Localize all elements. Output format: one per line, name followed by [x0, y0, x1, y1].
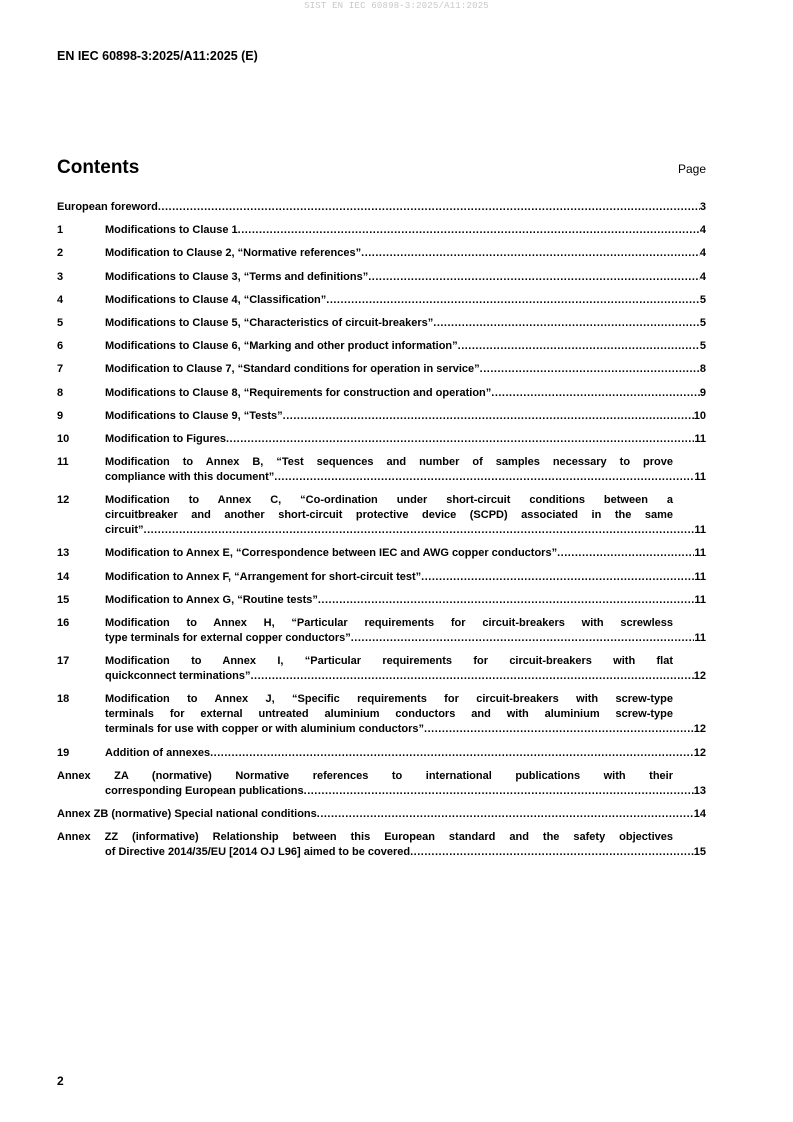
toc-entry[interactable] [57, 570, 706, 585]
toc-entry-number: 16 [57, 617, 70, 629]
toc-entry[interactable] [57, 316, 706, 331]
toc-entry-title-line: Modifications to Clause 3, “Terms and definitions” [105, 270, 369, 283]
toc-entry-number: 1 [57, 224, 64, 237]
page-number: 2 [57, 1074, 64, 1088]
toc-entry-title-line: Modifications to Clause 9, “Tests” [105, 409, 283, 422]
dot-leader [424, 722, 694, 737]
toc-entry-page: 5 [699, 293, 706, 306]
toc-entry-page: 11 [694, 432, 706, 445]
toc-entry-page: 11 [694, 471, 706, 484]
toc-entry-page: 3 [699, 201, 706, 213]
contents-heading: Contents [57, 157, 140, 178]
toc-entry-title-line: Modifications to Clause 4, “Classification” [105, 293, 327, 306]
toc-entry-page: 9 [699, 386, 706, 399]
toc-entry-title-line: Modification to Annex J, “Specific requirements for circuit-breakers with screw-type [105, 693, 673, 706]
toc-entry-page: 12 [693, 723, 706, 736]
toc-entry[interactable] [57, 409, 706, 424]
dot-leader [210, 746, 694, 761]
toc-entry-title-line: Modification to Annex E, “Correspondence between IEC and AWG copper conductors” [105, 547, 558, 560]
toc-entry-number: 8 [57, 386, 64, 399]
dot-leader [368, 270, 700, 285]
toc-entry-page: 8 [699, 363, 706, 376]
toc-entry-page: 11 [694, 593, 706, 606]
dot-leader [421, 570, 694, 585]
toc-entry-title-line: Modification to Annex I, “Particular requirements for circuit-breakers with flat [105, 655, 673, 668]
toc-entry-number: 14 [57, 570, 70, 583]
toc-entry[interactable] [57, 593, 706, 608]
toc-entry-title-line: Annex ZA (normative) Normative references to international publications with their [57, 769, 673, 782]
toc-entry-title-line: Modification to Annex G, “Routine tests” [105, 593, 318, 606]
toc-entry-title-line: Annex ZZ (informative) Relationship between this European standard and the safety objectives [57, 831, 673, 844]
dot-leader [318, 593, 694, 608]
dot-leader [458, 339, 700, 354]
toc-entry-title-line: Modification to Clause 7, “Standard conditions for operation in service” [105, 363, 480, 376]
toc-entry-number: 4 [57, 293, 64, 306]
toc-entry[interactable] [57, 293, 706, 308]
toc-entry[interactable] [57, 223, 706, 238]
dot-leader [433, 316, 700, 331]
toc-entry-number: 7 [57, 363, 64, 376]
dot-leader [491, 386, 700, 401]
toc-entry[interactable] [57, 362, 706, 377]
dot-leader [480, 362, 700, 377]
toc-entry-page: 4 [699, 270, 706, 283]
toc-entry-page: 11 [694, 632, 706, 644]
dot-leader [144, 523, 695, 538]
dot-leader [317, 807, 694, 822]
dot-leader [351, 631, 695, 646]
toc-entry-number: 3 [57, 270, 64, 283]
toc-entry[interactable] [57, 246, 706, 261]
toc-entry-page: 14 [693, 807, 706, 820]
toc-entry-page: 5 [699, 340, 706, 353]
dot-leader [226, 432, 694, 447]
dot-leader [304, 784, 694, 799]
toc-entry-title-line: compliance with this document” [105, 471, 275, 484]
toc-entry-number: 12 [57, 494, 70, 507]
dot-leader [410, 845, 694, 860]
toc-entry[interactable] [57, 270, 706, 285]
dot-leader [283, 409, 694, 424]
dot-leader [274, 470, 694, 485]
table-of-contents [57, 200, 706, 868]
toc-entry-number: 17 [57, 655, 70, 668]
page-column-label: Page [677, 162, 706, 176]
toc-entry[interactable] [57, 339, 706, 354]
toc-entry-page: 11 [694, 547, 706, 560]
toc-entry-title-line: terminals for external untreated aluminium conductors and with aluminium screw-type [105, 708, 673, 721]
toc-entry-page: 4 [699, 247, 706, 260]
toc-entry-title-line: Modifications to Clause 1 [105, 224, 238, 237]
toc-entry[interactable] [57, 654, 706, 684]
toc-entry-title-line: Modification to Clause 2, “Normative references” [105, 247, 362, 260]
toc-entry-number: 19 [57, 746, 70, 759]
toc-entry[interactable] [57, 455, 706, 485]
dot-leader [557, 546, 694, 561]
toc-entry-title-line: European foreword [57, 201, 158, 213]
toc-entry-page: 15 [693, 846, 706, 859]
toc-entry-number: 15 [57, 593, 70, 606]
document-id: EN IEC 60898-3:2025/A11:2025 (E) [57, 49, 258, 63]
toc-entry-number: 13 [57, 547, 70, 560]
toc-entry-title-line: Addition of annexes [105, 746, 211, 759]
toc-entry-title-line: type terminals for external copper conductors” [105, 632, 351, 644]
toc-entry-number: 11 [57, 456, 69, 469]
toc-entry-page: 11 [694, 524, 706, 537]
toc-entry-title-line: circuitbreaker and another short-circuit protective device (SCPD) associated in the same [105, 509, 673, 522]
toc-entry-page: 4 [699, 224, 706, 237]
toc-entry-title-line: corresponding European publications [105, 784, 304, 797]
dot-leader [238, 223, 700, 238]
toc-entry-title-line: of Directive 2014/35/EU [2014 OJ L96] aimed to be covered [105, 846, 411, 859]
toc-entry-page: 13 [693, 784, 706, 797]
watermark: SIST EN IEC 60898-3:2025/A11:2025 [304, 1, 489, 11]
toc-entry[interactable] [57, 616, 706, 646]
toc-entry-title-line: circuit” [105, 524, 144, 537]
toc-entry[interactable] [57, 546, 706, 561]
toc-entry-title-line: Modification to Figures [105, 432, 226, 445]
toc-entry[interactable] [57, 493, 706, 538]
dot-leader [158, 200, 700, 215]
toc-entry-page: 12 [693, 746, 706, 759]
toc-entry-number: 2 [57, 247, 64, 260]
toc-entry-title-line: terminals for use with copper or with aluminium conductors” [105, 723, 425, 736]
toc-entry-page: 5 [699, 316, 706, 329]
toc-entry-number: 10 [57, 432, 70, 445]
toc-entry-page: 12 [693, 670, 706, 683]
toc-entry-number: 5 [57, 316, 64, 329]
toc-entry[interactable] [57, 692, 706, 737]
toc-entry-page: 11 [694, 570, 706, 583]
toc-entry[interactable] [57, 807, 706, 822]
toc-entry-title-line: Modification to Annex H, “Particular requirements for circuit-breakers with screwless [105, 617, 673, 629]
dot-leader [326, 293, 700, 308]
toc-entry[interactable] [57, 769, 706, 799]
toc-entry-page: 10 [693, 409, 706, 422]
toc-entry-title-line: quickconnect terminations” [105, 670, 251, 683]
toc-entry-title-line: Modifications to Clause 5, “Characteristics of circuit-breakers” [105, 316, 434, 329]
toc-entry[interactable] [57, 432, 706, 447]
dot-leader [250, 669, 693, 684]
toc-entry[interactable] [57, 386, 706, 401]
toc-entry[interactable] [57, 746, 706, 761]
toc-entry-number: 9 [57, 409, 64, 422]
toc-entry-title-line: Modification to Annex C, “Co-ordination under short-circuit conditions between a [105, 494, 673, 507]
toc-entry-number: 18 [57, 693, 70, 706]
toc-entry[interactable] [57, 200, 706, 215]
toc-entry-title-line: Modifications to Clause 6, “Marking and other product information” [105, 340, 458, 353]
toc-entry[interactable] [57, 830, 706, 860]
toc-entry-title-line: Modification to Annex B, “Test sequences and number of samples necessary to prove [105, 456, 673, 469]
toc-entry-title-line: Annex ZB (normative) Special national conditions [57, 807, 317, 820]
dot-leader [361, 246, 700, 261]
toc-entry-title-line: Modification to Annex F, “Arrangement for short-circuit test” [105, 570, 422, 583]
toc-entry-number: 6 [57, 340, 64, 353]
toc-entry-title-line: Modifications to Clause 8, “Requirements for construction and operation” [105, 386, 492, 399]
